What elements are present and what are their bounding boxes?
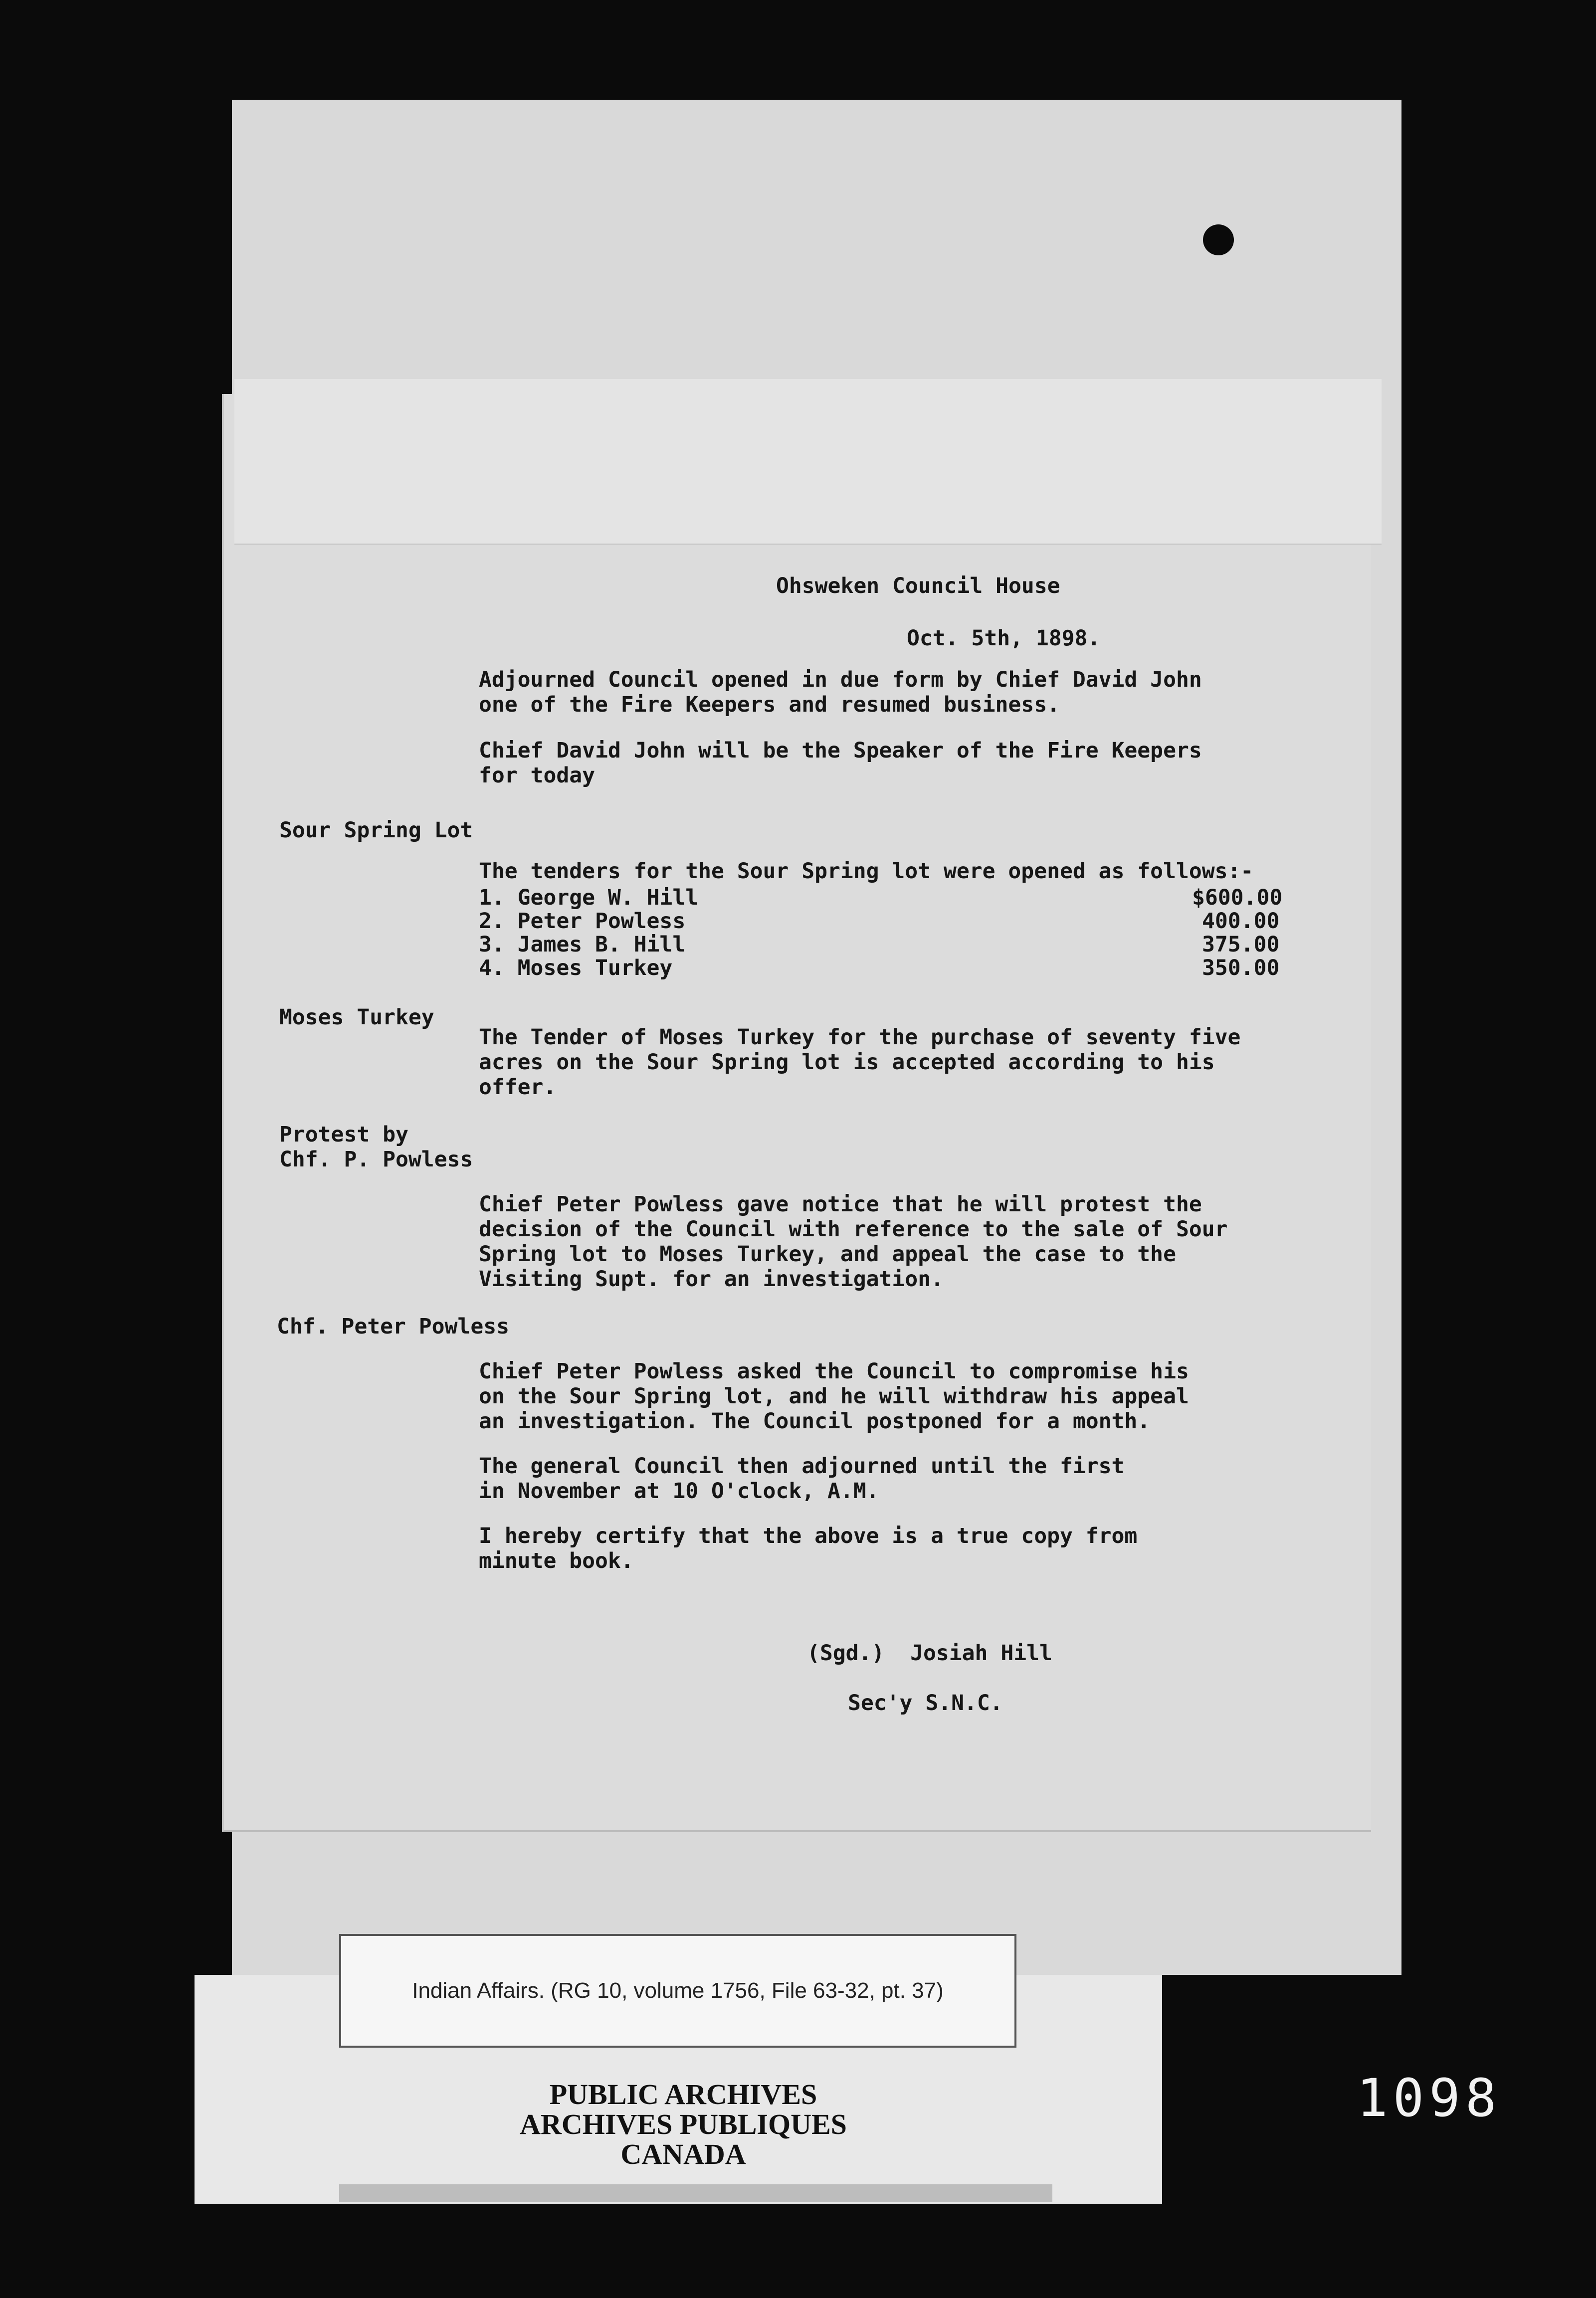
tender-amount: $600.00 — [1192, 885, 1283, 910]
archives-line-2: ARCHIVES PUBLIQUES — [520, 2108, 847, 2140]
citation-label: Indian Affairs. (RG 10, volume 1756, File 63-32, pt. 37) — [339, 1934, 1016, 2048]
margin-note-moses-turkey: Moses Turkey — [279, 1005, 434, 1030]
margin-note-protest: Protest by Chf. P. Powless — [279, 1122, 473, 1172]
paragraph-protest: Chief Peter Powless gave notice that he will protest the decision of the Council with reference to the sale of Sour Spring lot to Moses Turkey, and appeal the case to the Visiting Supt. for an investigation. — [479, 1192, 1228, 1292]
margin-note-peter-powless: Chf. Peter Powless — [277, 1314, 509, 1339]
document-date: Oct. 5th, 1898. — [907, 626, 1101, 651]
paragraph-opened: Adjourned Council opened in due form by Chief David John one of the Fire Keepers and resumed business. — [479, 667, 1202, 717]
tender-name: 4. Moses Turkey — [479, 956, 673, 980]
folded-paper-edge — [234, 379, 1382, 545]
secretary-title: Sec'y S.N.C. — [848, 1691, 1003, 1716]
archives-stamp — [479, 2080, 888, 2169]
frame-number: 1098 — [1357, 2068, 1502, 2128]
tenders-intro: The tenders for the Sour Spring lot were opened as follows:- — [479, 859, 1254, 884]
typed-sheet — [222, 394, 1371, 1832]
paragraph-adjourned: The general Council then adjourned until the first in November at 10 O'clock, A.M. — [479, 1454, 1125, 1504]
tender-amount: 350.00 — [1202, 956, 1280, 980]
paragraph-compromise: Chief Peter Powless asked the Council to compromise his on the Sour Spring lot, and he will withdraw his appeal an investigation. The Council postponed for a month. — [479, 1359, 1189, 1434]
archives-line-3: CANADA — [620, 2138, 746, 2170]
punch-hole — [1203, 224, 1234, 255]
document-location: Ohsweken Council House — [776, 574, 1060, 598]
paragraph-speaker: Chief David John will be the Speaker of the Fire Keepers for today — [479, 738, 1202, 788]
tender-name: 1. George W. Hill — [479, 885, 699, 910]
tender-amount: 375.00 — [1202, 932, 1280, 957]
label-shadow — [339, 2184, 1052, 2202]
archives-line-1: PUBLIC ARCHIVES — [549, 2078, 817, 2110]
paragraph-moses-turkey: The Tender of Moses Turkey for the purchase of seventy five acres on the Sour Spring lot is accepted according to his offer. — [479, 1025, 1241, 1100]
tender-amount: 400.00 — [1202, 909, 1280, 934]
signature: (Sgd.) Josiah Hill — [807, 1641, 1052, 1666]
tender-name: 2. Peter Powless — [479, 909, 686, 934]
tender-name: 3. James B. Hill — [479, 932, 686, 957]
margin-note-sour-spring: Sour Spring Lot — [279, 818, 473, 843]
paragraph-certify: I hereby certify that the above is a true copy from minute book. — [479, 1524, 1138, 1573]
